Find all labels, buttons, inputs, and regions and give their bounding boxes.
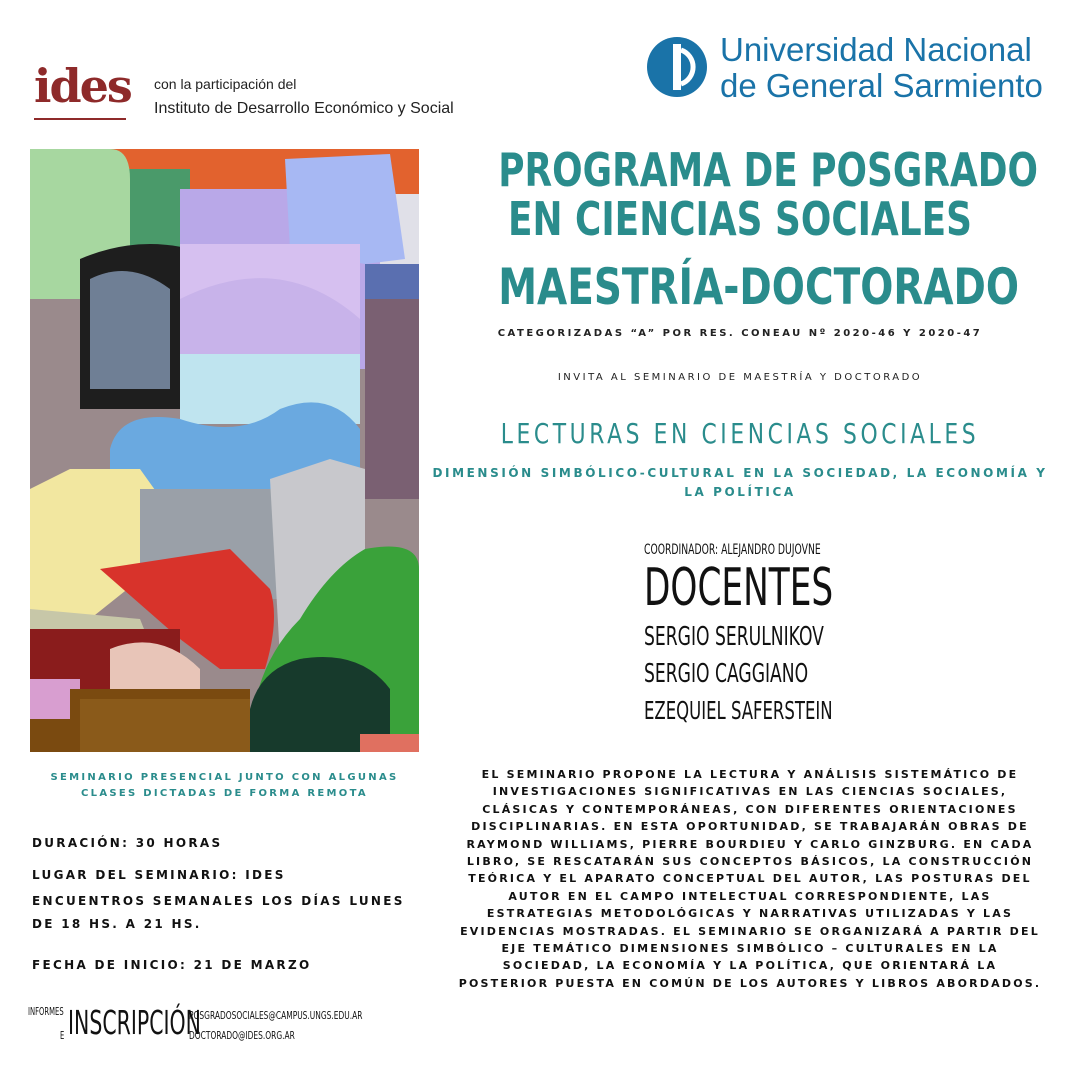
accreditation-note: CATEGORIZADAS “A” POR RES. CONEAU Nº 2020-46 Y 2020-47 bbox=[497, 328, 983, 339]
informes-label: INFORMES bbox=[28, 1005, 64, 1018]
ungs-name-line1: Universidad Nacional bbox=[720, 31, 1032, 68]
program-degree: MAESTRÍA-DOCTORADO bbox=[498, 258, 1020, 316]
abstract-painting bbox=[30, 149, 419, 752]
program-title-line2: EN CIENCIAS SOCIALES bbox=[507, 192, 973, 246]
inscripcion-label: INSCRIPCIÓN bbox=[68, 1003, 201, 1042]
seminar-description: EL SEMINARIO PROPONE LA LECTURA Y ANÁLISIS SISTEMÁTICO DE INVESTIGACIONES SIGNIFICATIVAS EN LAS CIENCIAS SOCIALES, CLÁSICAS Y CONTEMPORÁNEAS, CON DIFERENTES ORIENTACIONES DISCIPLINARIAS. EN ESTA OPORTUNIDAD, SE TRABAJARÁN OBRAS DE RAYMOND WILLIAMS, PIERRE BOURDIEU Y CARLO GINZBURG. EN CADA LIBRO, SE RESCATARÁN SUS CONCEPTOS BÁSICOS, LA CONSTRUCCIÓN TEÓRICA Y EL APARATO CONCEPTUAL DEL AUTOR, LAS POSTURAS DEL AUTOR EN EL CAMPO INTELECTUAL CORRESPONDIENTE, LAS ESTRATEGIAS METODOLÓGICAS Y NARRATIVAS UTILIZADAS Y LAS EVIDENCIAS MOSTRADAS. EL SEMINARIO SE ORGANIZARÁ A PARTIR DEL EJE TEMÁTICO DIMENSIONES SIMBÓLICO – CULTURALES EN LA SOCIEDAD, LA ECONOMÍA Y LA POLÍTICA, QUE ORIENTARÁ LA POSTERIOR PUESTA EN COMÚN DE LOS AUTORES Y LIBROS ABORDADOS. bbox=[458, 768, 1042, 990]
contact-email-ungs[interactable]: POSGRADOSOCIALES@CAMPUS.UNGS.EDU.AR bbox=[189, 1009, 363, 1022]
contact-email-ides[interactable]: DOCTORADO@IDES.ORG.AR bbox=[189, 1029, 295, 1042]
seminar-duration: DURACIÓN: 30 HORAS bbox=[32, 836, 223, 850]
ides-participation-text: con la participación del bbox=[154, 76, 297, 92]
ungs-name-line2: de General Sarmiento bbox=[720, 67, 1043, 104]
program-title-line1: PROGRAMA DE POSGRADO bbox=[498, 143, 1038, 197]
seminar-subtitle: DIMENSIÓN SIMBÓLICO-CULTURAL EN LA SOCIEDAD, LA ECONOMÍA Y LA POLÍTICA bbox=[432, 466, 1048, 499]
seminar-modality: SEMINARIO PRESENCIAL JUNTO CON ALGUNAS CLASES DICTADAS DE FORMA REMOTA bbox=[50, 772, 399, 799]
teacher-name: SERGIO CAGGIANO bbox=[644, 659, 809, 689]
seminar-schedule-line1: ENCUENTROS SEMANALES LOS DÍAS LUNES bbox=[32, 894, 405, 908]
teacher-name: EZEQUIEL SAFERSTEIN bbox=[644, 696, 833, 725]
seminar-schedule-line2: DE 18 HS. A 21 HS. bbox=[32, 917, 202, 931]
ungs-logo-icon bbox=[646, 36, 708, 98]
seminar-location: LUGAR DEL SEMINARIO: IDES bbox=[32, 868, 286, 882]
invitation-text: INVITA AL SEMINARIO DE MAESTRÍA Y DOCTORADO bbox=[557, 372, 923, 383]
ides-logo-rule bbox=[34, 118, 126, 120]
teachers-heading: DOCENTES bbox=[644, 558, 834, 618]
ides-logo: ides bbox=[34, 59, 131, 113]
ides-institute-name: Instituto de Desarrollo Económico y Social bbox=[154, 100, 454, 117]
seminar-title: LECTURAS EN CIENCIAS SOCIALES bbox=[500, 417, 980, 450]
seminar-start-date: FECHA DE INICIO: 21 DE MARZO bbox=[32, 958, 312, 972]
coordinator: COORDINADOR: ALEJANDRO DUJOVNE bbox=[644, 542, 821, 558]
teacher-name: SERGIO SERULNIKOV bbox=[644, 622, 824, 652]
e-label: E bbox=[60, 1029, 65, 1042]
